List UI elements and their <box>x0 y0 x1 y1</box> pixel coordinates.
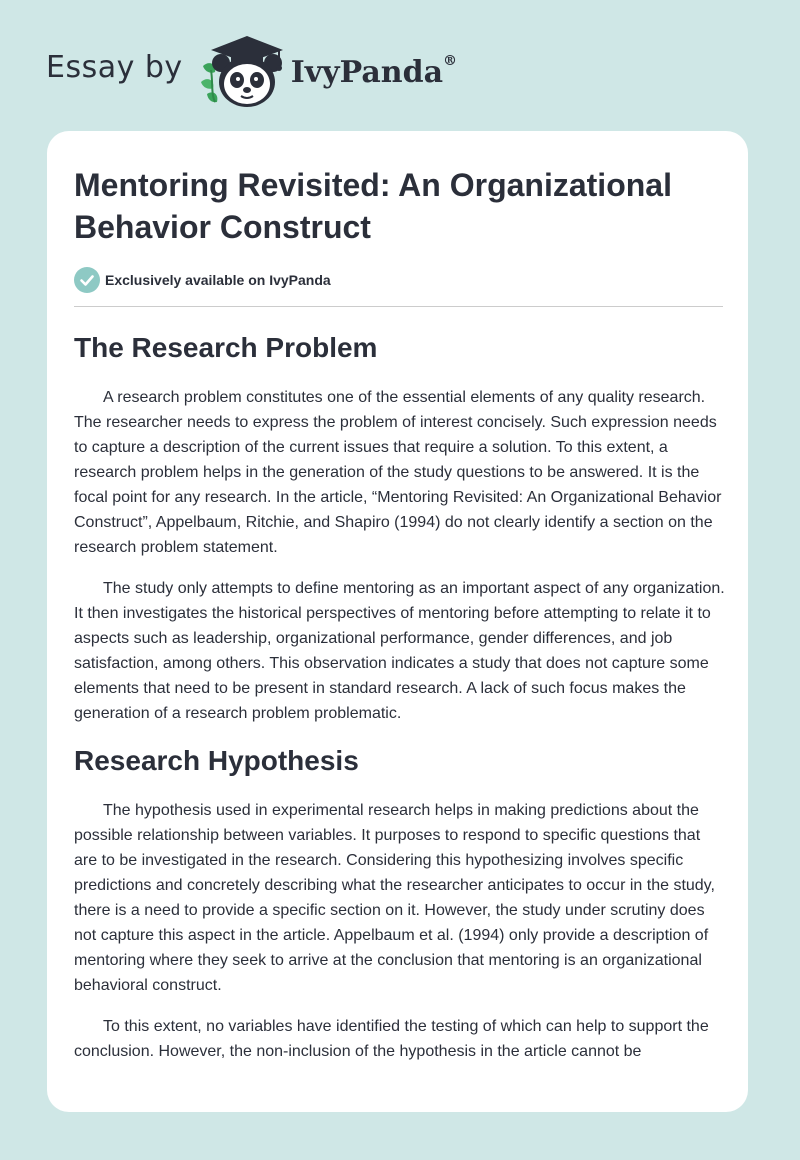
paragraph: The study only attempts to define mentoring as an important aspect of any organization. It then investigates the historical perspectives of mentoring before attempting to relate it to aspects such as leadership, organizational performance, gender differences, and job satisfaction, among others. This observation indicates a study that does not capture some elements that need to be present in standard research. A lack of such focus makes the generation of a research problem problematic. <box>74 580 725 722</box>
paragraph: A research problem constitutes one of the essential elements of any quality research. The researcher needs to express the problem of interest concisely. Such expression needs to capture a description of the current issues that require a solution. To this extent, a research problem helps in the generation of the study questions to be answered. It is the focal point for any research. In the article, “Mentoring Revisited: An Organizational Behavior Construct”, Appelbaum, Ritchie, and Shapiro (1994) do not clearly identify a section on the research problem statement. <box>74 389 722 556</box>
section-heading: The Research Problem <box>74 332 378 363</box>
essay-content <box>74 164 726 1064</box>
site-brand[interactable] <box>46 30 457 110</box>
brand-name: IvyPanda® <box>290 52 458 90</box>
checkmark-icon <box>74 267 100 293</box>
essay-card <box>47 131 748 1112</box>
exclusive-badge <box>74 267 726 293</box>
paragraph: To this extent, no variables have identified the testing of which can help to support the conclusion. However, the non-inclusion of the hypothesis in the article cannot be <box>74 1018 709 1060</box>
brand-prefix: Essay by <box>46 49 183 85</box>
title-divider <box>74 306 723 307</box>
paragraph: The hypothesis used in experimental research helps in making predictions about the possible relationship between variables. It purposes to respond to specific questions that are to be investigated in the research. Considering this hypothesizing involves specific predictions and concretely describing what the researcher anticipates to occur in the study, there is a need to provide a specific section on it. However, the study under scrutiny does not capture this aspect in the article. Appelbaum et al. (1994) only provide a description of mentoring where they seek to arrive at the conclusion that mentoring is an organizational behavioral construct. <box>74 802 715 994</box>
badge-text: Exclusively available on IvyPanda <box>105 272 331 288</box>
section-research-problem <box>74 331 726 726</box>
section-heading: Research Hypothesis <box>74 745 359 776</box>
essay-title: Mentoring Revisited: An Organizational Behavior Construct <box>74 167 672 245</box>
section-research-hypothesis <box>74 744 726 1064</box>
panda-logo-icon <box>197 30 289 110</box>
